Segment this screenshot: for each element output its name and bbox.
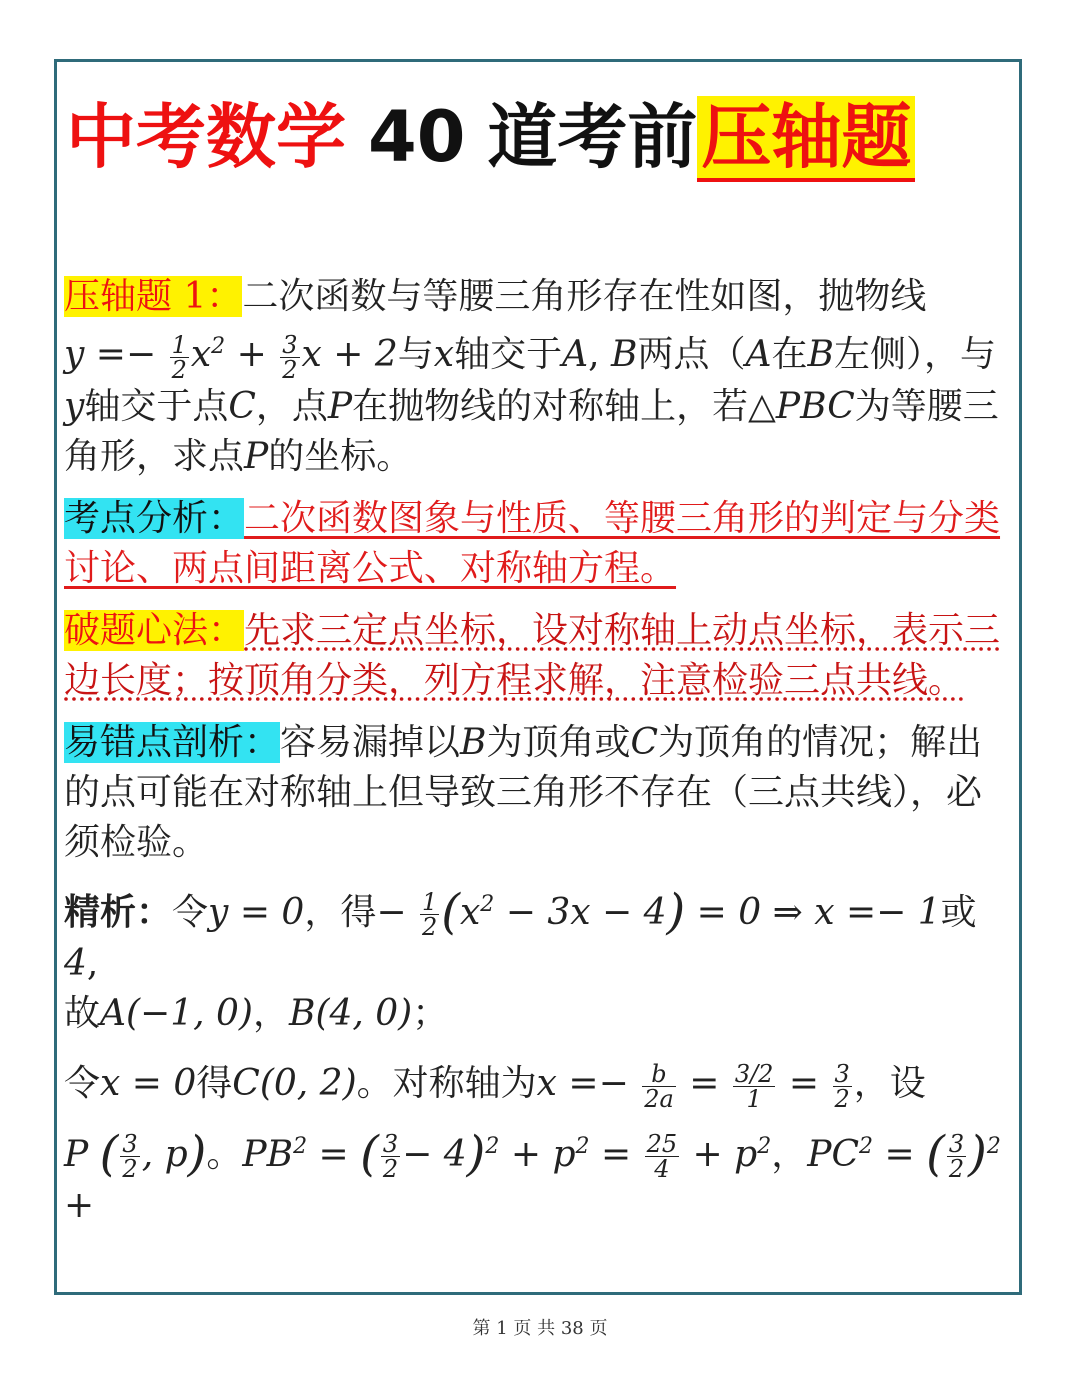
yicuo-paragraph: 易错点剖析：容易漏掉以B为顶角或C为顶角的情况；解出的点可能在对称轴上但导致三角形不存在（三点共线），必须检验。 bbox=[64, 721, 983, 863]
yicuo-text: 为顶角的情况；解出的点可能在对称轴上但导致三角形不存在（三点共线），必须检验。 bbox=[64, 721, 983, 863]
jingxi-text: 令 bbox=[64, 1063, 101, 1104]
yicuo-label: 易错点剖析： bbox=[64, 721, 281, 763]
yicuo-text: 为顶角或 bbox=[486, 721, 631, 763]
math-expr: y =− $\frac{1}{2}$ $x^2$ + $\frac{3}{2}$ x + 2 bbox=[64, 330, 398, 384]
page-footer: 第 1 页 共 38 页 bbox=[472, 1318, 608, 1339]
problem-text: 两点（ bbox=[637, 334, 746, 375]
jingxi-paragraph: 精析：令y = 0，得− $\frac{1}{2}$ $(x^2 - 3x - 4) = 0$ ⇒ x =− 1或4, 故A(−1, 0)，B(4, 0)； bbox=[64, 883, 977, 1034]
jingxi-paragraph-2: 令x = 0得C(0, 2)。对称轴为x =− $\frac{b}{2a}$ = $\frac{3/2}{1}$ = $\frac{3}{2}$ ，设 P ( $\frac{3}{2}$ , p)。$PB^2$ = ( $\frac{3}{2}$ − $4)^2 + p^2$ = $\frac{25}{4}$ + $p^2$，$PC^2$ = ( $\frac{3}{2}$ )$^2$ + bbox=[64, 1059, 1001, 1226]
page-title bbox=[66, 82, 1016, 192]
jingxi-label: 精析： bbox=[64, 891, 173, 933]
problem-label: 压轴题 1： bbox=[64, 276, 243, 317]
jingxi-text: 故 bbox=[64, 993, 101, 1034]
jingxi-text: ； bbox=[412, 993, 449, 1034]
problem-text: 的坐标。 bbox=[268, 435, 413, 477]
kaodian-text: 二次函数图象与性质、等腰三角形的判定与分类讨论、两点间距离公式、对称轴方程。 bbox=[64, 497, 1001, 589]
problem-text: 二次函数与等腰三角形存在性如图，抛物线 bbox=[242, 276, 927, 317]
problem-text: 与 bbox=[397, 334, 434, 375]
kaodian-label: 考点分析： bbox=[64, 497, 245, 539]
jingxi-text: 或 bbox=[940, 891, 977, 933]
jingxi-text: 得 bbox=[196, 1063, 233, 1104]
problem-text: 轴交于点 bbox=[84, 385, 229, 427]
poti-label: 破题心法： bbox=[64, 609, 245, 651]
problem-text: 为等腰三角形，求点 bbox=[64, 385, 999, 477]
problem-paragraph: 压轴题 1：二次函数与等腰三角形存在性如图，抛物线 y =− $\frac{1}{2}$ $x^2$ + $\frac{3}{2}$ x + 2与x轴交于A, B两点（A在B左侧），与 y轴交于点C，点P在抛物线的对称轴上，若△PBC为等腰三角形，求点P的坐标。 bbox=[64, 276, 999, 477]
jingxi-text: 令 bbox=[172, 891, 209, 933]
problem-text: ，点 bbox=[255, 385, 328, 427]
jingxi-text: ，设 bbox=[853, 1063, 926, 1104]
poti-paragraph bbox=[64, 606, 1009, 706]
kaodian-paragraph bbox=[64, 494, 1009, 594]
problem-text: 轴交于 bbox=[454, 334, 563, 375]
title-part2: 道考前 bbox=[487, 96, 698, 178]
title-highlight: 压轴题 bbox=[697, 96, 915, 182]
yicuo-text: 容易漏掉以 bbox=[280, 721, 461, 763]
title-part1: 中考数学 bbox=[66, 96, 346, 178]
jingxi-text: 。对称轴为 bbox=[356, 1063, 537, 1104]
problem-text: 左侧），与 bbox=[833, 334, 996, 375]
title-number: 40 bbox=[368, 96, 466, 178]
jingxi-text: 。 bbox=[206, 1133, 243, 1175]
problem-text: 在 bbox=[771, 334, 808, 375]
problem-text: 在抛物线的对称轴上，若△ bbox=[352, 385, 776, 427]
content bbox=[64, 272, 1009, 1243]
poti-text: 先求三定点坐标，设对称轴上动点坐标，表示三边长度；按顶角分类，列方程求解，注意检验三点共线。 bbox=[64, 609, 1001, 701]
jingxi-text: ，得 bbox=[304, 891, 377, 933]
